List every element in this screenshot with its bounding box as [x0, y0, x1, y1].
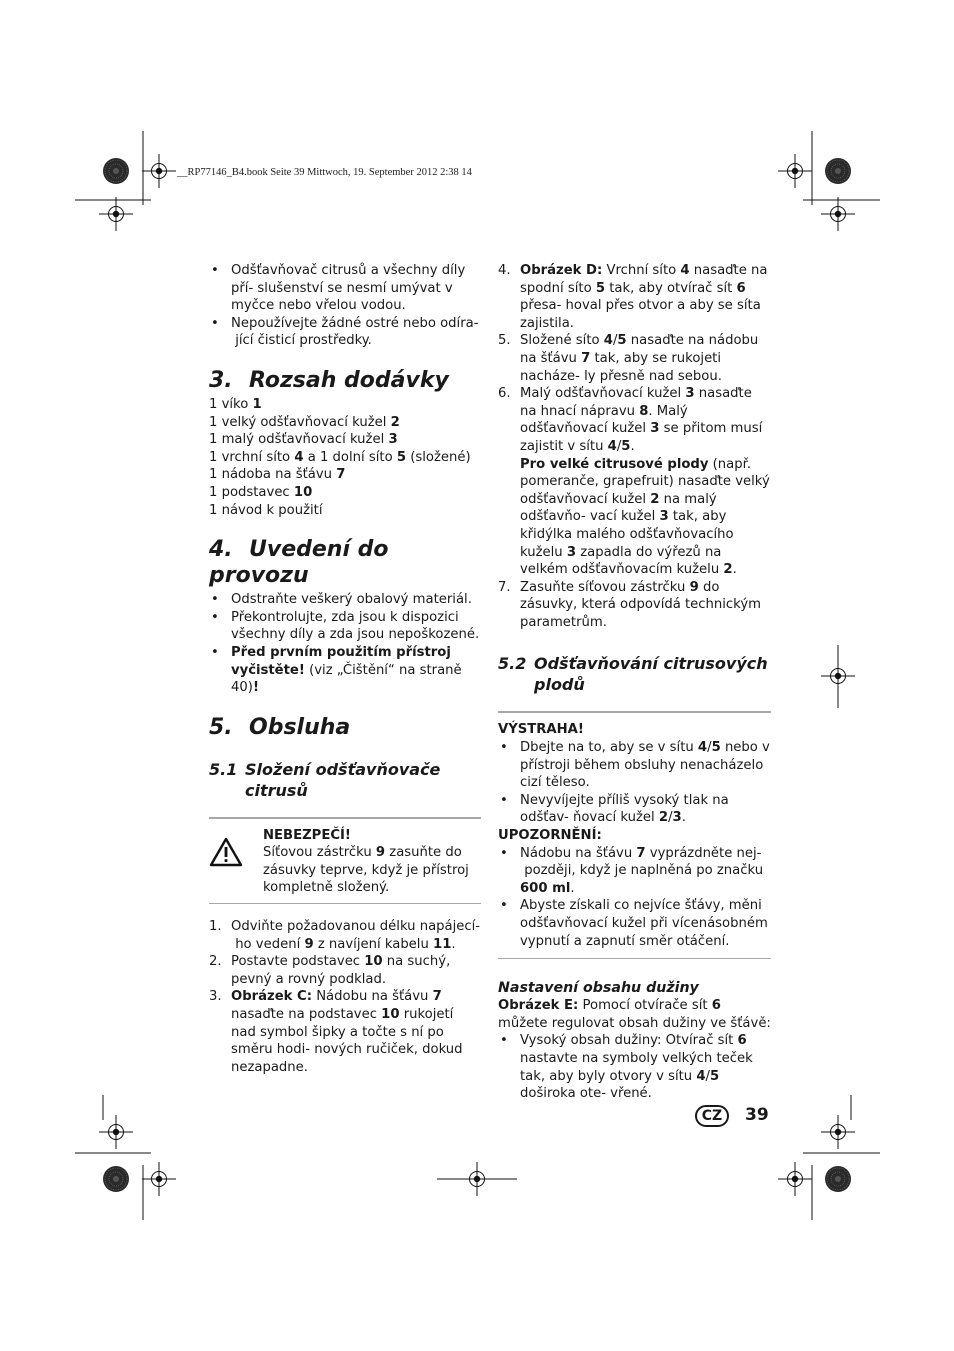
- section-title: Obsluha: [249, 714, 351, 740]
- pulp-paragraph: Obrázek E: Pomocí otvírače sít 6 můžete regulovat obsah dužiny ve šťávě:: [498, 998, 771, 1031]
- assembly-steps: [209, 918, 481, 1076]
- list-item: 5. Složené síto 4/5 nasaďte na nádobu na šťávu 7 tak, aby se rukojeti nacháze- ly přesně nad sebou.: [498, 333, 759, 384]
- warning-triangle-icon: [209, 827, 263, 897]
- right-column: [498, 262, 771, 1103]
- danger-label: NEBEZPEČÍ!: [263, 827, 351, 843]
- list-item: 1 malý odšťavňovací kužel 3: [209, 432, 398, 448]
- list-item: • Abyste získali co nejvíce šťávy, měni odšťavňovací kužel při vícenásobném vypnutí a zapnutí směr otáčení.: [498, 897, 771, 950]
- section-number: 3.: [209, 367, 233, 393]
- section-title: Složení odšťavňovače citrusů: [245, 759, 441, 800]
- section-3-heading: [209, 368, 481, 394]
- assembly-steps-continued: [498, 262, 771, 631]
- warning-label: VÝSTRAHA!: [498, 722, 584, 738]
- list-item: 1 velký odšťavňovací kužel 2: [209, 414, 400, 430]
- list-item: 1 návod k použití: [209, 502, 323, 518]
- section-4-heading: [209, 537, 481, 589]
- section-title: Odšťavňování citrusových plodů: [534, 654, 768, 695]
- section-5-2-heading: [498, 653, 771, 695]
- list-item: 1 víko 1: [209, 396, 262, 412]
- section-number: 5.: [209, 714, 233, 740]
- list-item: 3. Obrázek C: Nádobu na šťávu 7 nasaďte na podstavec 10 rukojetí nad symbol šipky a točte s ní po směru hodi- nových ručiček, dokud nezapadne.: [209, 989, 463, 1075]
- divider: [498, 958, 771, 959]
- note-label: UPOZORNĚNÍ:: [498, 828, 602, 844]
- list-item: • Nepoužívejte žádné ostré nebo odíra- jící čisticí prostředky.: [209, 315, 481, 350]
- list-item: • Dbejte na to, aby se v sítu 4/5 nebo v přístroji během obsluhy nenacházelo cizí těleso.: [498, 739, 771, 792]
- section-5-heading: [209, 715, 481, 741]
- list-item: 2. Postavte podstavec 10 na suchý, pevný a rovný podklad.: [209, 954, 451, 987]
- section-number: 5.1: [209, 759, 238, 779]
- page-number: 39: [745, 1105, 769, 1125]
- left-column: [209, 262, 481, 1076]
- delivery-list: [209, 396, 481, 519]
- list-item: • Před prvním použitím přístroj vyčistěte! (viz „Čištění“ na straně 40)!: [209, 644, 481, 697]
- list-item: • Překontrolujte, zda jsou k dispozici všechny díly a zda jsou nepoškozené.: [209, 609, 481, 644]
- pulp-heading: Nastavení obsahu dužiny: [498, 980, 699, 997]
- list-item: • Odšťavňovač citrusů a všechny díly pří- slušenství se nesmí umývat v myčce nebo vřelou vodou.: [209, 262, 481, 315]
- list-item: • Odstraňte veškerý obalový materiál.: [209, 591, 481, 609]
- startup-bullets: [209, 591, 481, 697]
- list-item: 1. Odviňte požadovanou délku napájecí- ho vedení 9 z navíjení kabelu 11.: [209, 919, 481, 952]
- divider: [498, 711, 771, 713]
- danger-notice: [209, 819, 481, 903]
- section-title: Uvedení do provozu: [209, 537, 389, 589]
- list-item: • Nádobu na šťávu 7 vyprázdněte nej- později, když je naplněná po značku 600 ml.: [498, 845, 771, 898]
- intro-bullets: [209, 262, 481, 350]
- section-number: 5.2: [498, 654, 527, 674]
- language-badge: CZ: [695, 1105, 729, 1127]
- pulp-bullets: [498, 1032, 771, 1102]
- section-5-1-heading: [209, 759, 481, 801]
- list-item: 7. Zasuňte síťovou zástrčku 9 do zásuvky, která odpovídá technickým parametrům.: [498, 579, 761, 630]
- list-item: • Vysoký obsah dužiny: Otvírač sít 6 nastavte na symboly velkých teček tak, aby byly otvory v sítu 4/5 doširoka ote- vřené.: [498, 1032, 771, 1102]
- divider: [209, 903, 481, 904]
- section-number: 4.: [209, 537, 233, 563]
- list-item: 1 nádoba na šťávu 7: [209, 467, 346, 483]
- print-header: __RP77146_B4.book Seite 39 Mittwoch, 19. September 2012 2:38 14: [177, 167, 472, 178]
- list-item: • Nevyvíjejte příliš vysoký tlak na odšťav- ňovací kužel 2/3.: [498, 792, 771, 827]
- list-item: 1 podstavec 10: [209, 484, 313, 500]
- list-item: 4. Obrázek D: Vrchní síto 4 nasaďte na spodní síto 5 tak, aby otvírač sít 6 přesa- hoval přes otvor a aby se síta zajistila.: [498, 263, 768, 331]
- warning-block: [498, 721, 771, 950]
- list-item: 1 vrchní síto 4 a 1 dolní síto 5 (složené): [209, 449, 471, 465]
- section-title: Rozsah dodávky: [249, 367, 449, 393]
- list-item: 6. Malý odšťavňovací kužel 3 nasaďte na hnací nápravu 8. Malý odšťavňovací kužel 3 se přitom musí zajistit v sítu 4/5. Pro velké citrusové plody (např. pomeranče, grapefruit) nasaďte velký odšťavňovací kužel 2 na malý odšťavňo- vací kužel 3 tak, aby křidýlka malého odšťavňovacího kuželu 3 zapadla do výřezů na velkém odšťavňovacím kuželu 2.: [498, 386, 770, 578]
- danger-text: NEBEZPEČÍ! Síťovou zástrčku 9 zasuňte do zásuvky teprve, když je přístroj kompletně složený.: [263, 827, 481, 897]
